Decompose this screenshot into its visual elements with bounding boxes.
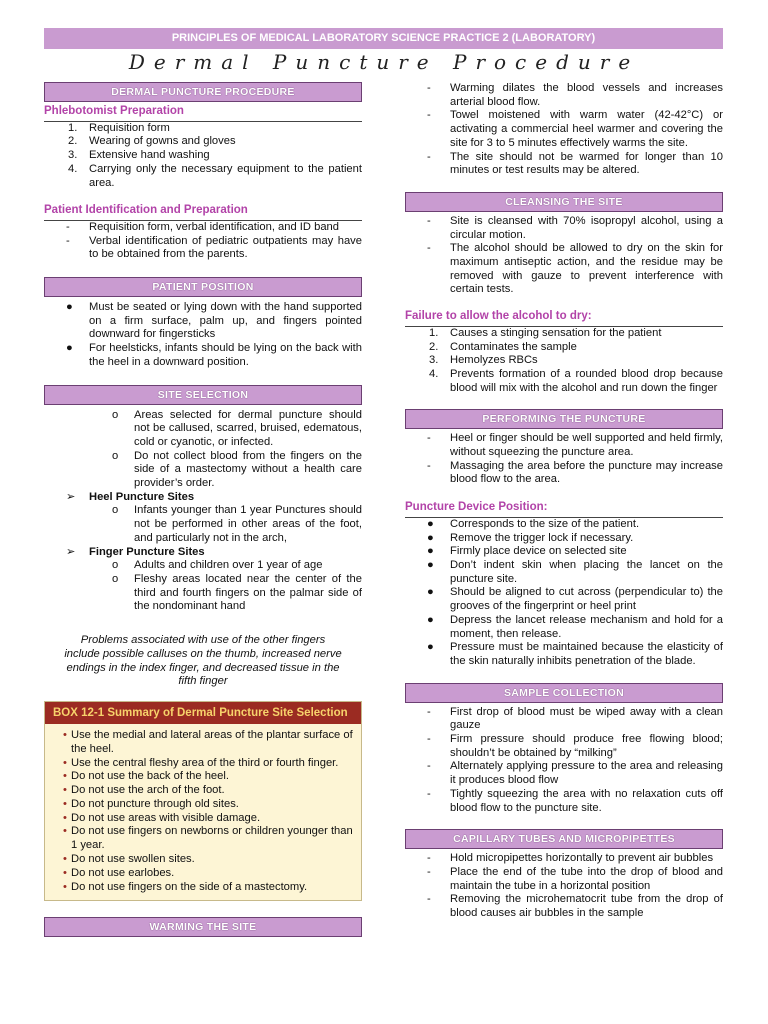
list-item: • Use the medial and lateral areas of the plantar surface of the heel.: [63, 728, 353, 755]
list-item: • Use the central fleshy area of the third or fourth finger.: [63, 756, 339, 769]
puncture-device-title: Puncture Device Position:: [405, 501, 723, 518]
list-item: • Do not use areas with visible damage.: [63, 811, 261, 824]
section-header-site-selection: SITE SELECTION: [44, 385, 362, 405]
summary-box-title: [45, 702, 361, 724]
list-item: • Do not use swollen sites.: [63, 853, 195, 866]
list-item: • Do not use fingers on newborns or children younger than 1 year.: [63, 825, 353, 852]
list-item: 1. Requisition form: [68, 121, 170, 134]
list-item: - Site is cleansed with 70% isopropyl alcohol, using a circular motion.: [427, 214, 723, 241]
list-item: ● Pressure must be maintained because the elasticity of the skin naturally inhibits penetration of the blade.: [427, 641, 723, 667]
list-item: ● For heelsticks, infants should be lying on the back with the heel in a downward position.: [66, 342, 362, 368]
site-selection-list: [44, 409, 362, 491]
list-item: ● Corresponds to the size of the patient.: [427, 517, 640, 530]
list-item: - Verbal identification of pediatric outpatients may have to be obtained from the parents.: [66, 234, 362, 261]
list-item: 4. Prevents formation of a rounded blood drop because blood will mix with the alcohol and run down the finger: [429, 367, 723, 394]
course-header: PRINCIPLES OF MEDICAL LABORATORY SCIENCE PRACTICE 2 (LABORATORY): [44, 28, 723, 49]
list-item: 2. Contaminates the sample: [429, 340, 577, 353]
list-item: o Infants younger than 1 year Punctures should not be performed in other areas of the foot, and particularly not in the arch,: [112, 504, 362, 544]
list-item: - Requisition form, verbal identification, and ID band: [66, 220, 339, 233]
page-title: Dermal Puncture Procedure: [128, 50, 640, 74]
list-item: • Do not use fingers on the side of a mastectomy.: [63, 880, 308, 893]
heel-puncture-list: [44, 504, 362, 545]
summary-box-list: [45, 724, 361, 901]
section-header-warming: WARMING THE SITE: [44, 917, 362, 937]
right-column: [405, 82, 723, 921]
cleansing-list: [405, 215, 723, 297]
list-item: - Removing the microhematocrit tube from the drop of blood causes air bubbles in the sample: [427, 893, 723, 920]
summary-box: [44, 701, 362, 902]
list-item: • Do not puncture through old sites.: [63, 797, 239, 810]
list-item: - Massaging the area before the puncture may increase blood flow to the area.: [427, 459, 723, 486]
list-item: - Heel or finger should be well supported and held firmly, without squeezing the puncture area.: [427, 432, 723, 459]
phlebotomist-list: [44, 122, 362, 191]
section-header-capillary: CAPILLARY TUBES AND MICROPIPETTES: [405, 829, 723, 849]
sample-collection-list: [405, 706, 723, 816]
list-item: 1. Causes a stinging sensation for the patient: [429, 326, 662, 339]
finger-problems-note: Problems associated with use of the other fingers include possible calluses on the thumb, increased nerve endings in the index finger, and decreased tissue in the fifth finger: [64, 634, 342, 688]
list-item: - First drop of blood must be wiped away with a clean gauze: [427, 705, 723, 732]
list-item: ● Should be aligned to cut across (perpendicular to) the grooves of the fingerprint or heel print: [427, 586, 723, 613]
section-header-patient-position: PATIENT POSITION: [44, 277, 362, 297]
list-item: - Tightly squeezing the area with no relaxation cuts off blood flow to the puncture site.: [427, 787, 723, 814]
list-item: 4. Carrying only the necessary equipment to the patient area.: [68, 162, 362, 189]
section-header-sample-collection: SAMPLE COLLECTION: [405, 683, 723, 703]
patient-position-list: [44, 301, 362, 370]
list-item: ● Remove the trigger lock if necessary.: [427, 531, 634, 544]
box-label: BOX 12-1: [53, 706, 105, 719]
list-item: ● Must be seated or lying down with the hand supported on a firm surface, palm up, and fingers pointed downward for fingersticks: [66, 301, 362, 341]
list-item: ● Firmly place device on selected site: [427, 545, 627, 558]
section-header-cleansing: CLEANSING THE SITE: [405, 192, 723, 212]
phlebotomist-preparation-title: Phlebotomist Preparation: [44, 105, 362, 122]
section-header-dermal-puncture: DERMAL PUNCTURE PROCEDURE: [44, 82, 362, 102]
failure-to-dry-list: [405, 327, 723, 396]
list-item: o Do not collect blood from the fingers on the side of a mastectomy without a health care provider’s order.: [112, 449, 362, 490]
list-item: - The alcohol should be allowed to dry on the skin for maximum antiseptic action, and the residue may be removed with gauze to prevent interference with certain tests.: [427, 242, 723, 296]
heel-puncture-sites-title: ➢ Heel Puncture Sites: [66, 490, 195, 503]
patient-identification-list: [44, 221, 362, 262]
list-item: - Warming dilates the blood vessels and increases arterial blood flow.: [427, 82, 723, 108]
patient-identification-title: Patient Identification and Preparation: [44, 204, 362, 221]
list-item: - Place the end of the tube into the drop of blood and maintain the tube in a horizontal position: [427, 865, 723, 892]
list-item: o Fleshy areas located near the center of the third and fourth fingers on the palmar side of the nondominant hand: [112, 572, 362, 613]
section-header-performing: PERFORMING THE PUNCTURE: [405, 409, 723, 429]
list-item: • Do not use the back of the heel.: [63, 770, 229, 783]
finger-puncture-list: [44, 559, 362, 614]
list-item: o Areas selected for dermal puncture should not be callused, scarred, bruised, edematous, cold or cyanotic, or infected.: [112, 408, 362, 448]
list-item: - Hold micropipettes horizontally to prevent air bubbles: [427, 852, 714, 865]
finger-puncture-sites-title: ➢ Finger Puncture Sites: [66, 545, 205, 558]
list-item: ● Don’t indent skin when placing the lancet on the puncture site.: [427, 558, 723, 585]
list-item: • Do not use earlobes.: [63, 866, 175, 879]
list-item: - Towel moistened with warm water (42-42°C) or activating a commercial heel warmer and covering the site for 3 to 5 minutes effectively warms the site.: [427, 109, 723, 149]
list-item: - Alternately applying pressure to the area and releasing it produces blood flow: [427, 760, 723, 787]
list-item: - Firm pressure should produce free flowing blood; shouldn’t be obtained by “milking”: [427, 733, 723, 759]
puncture-device-list: [405, 518, 723, 669]
left-column: [44, 82, 362, 937]
list-item: o Adults and children over 1 year of age: [112, 559, 323, 572]
list-item: 3. Extensive hand washing: [68, 149, 210, 162]
failure-to-dry-title: Failure to allow the alcohol to dry:: [405, 310, 723, 327]
list-item: ● Depress the lancet release mechanism and hold for a moment, then release.: [427, 613, 723, 640]
capillary-list: [405, 852, 723, 921]
list-item: 2. Wearing of gowns and gloves: [68, 135, 236, 148]
box-title-text: Summary of Dermal Puncture Site Selection: [107, 706, 348, 719]
list-item: 3. Hemolyzes RBCs: [429, 354, 538, 367]
warming-list: [405, 82, 723, 178]
list-item: - The site should not be warmed for longer than 10 minutes or test results may be altered.: [427, 150, 723, 177]
list-item: • Do not use the arch of the foot.: [63, 784, 225, 797]
performing-list: [405, 432, 723, 487]
